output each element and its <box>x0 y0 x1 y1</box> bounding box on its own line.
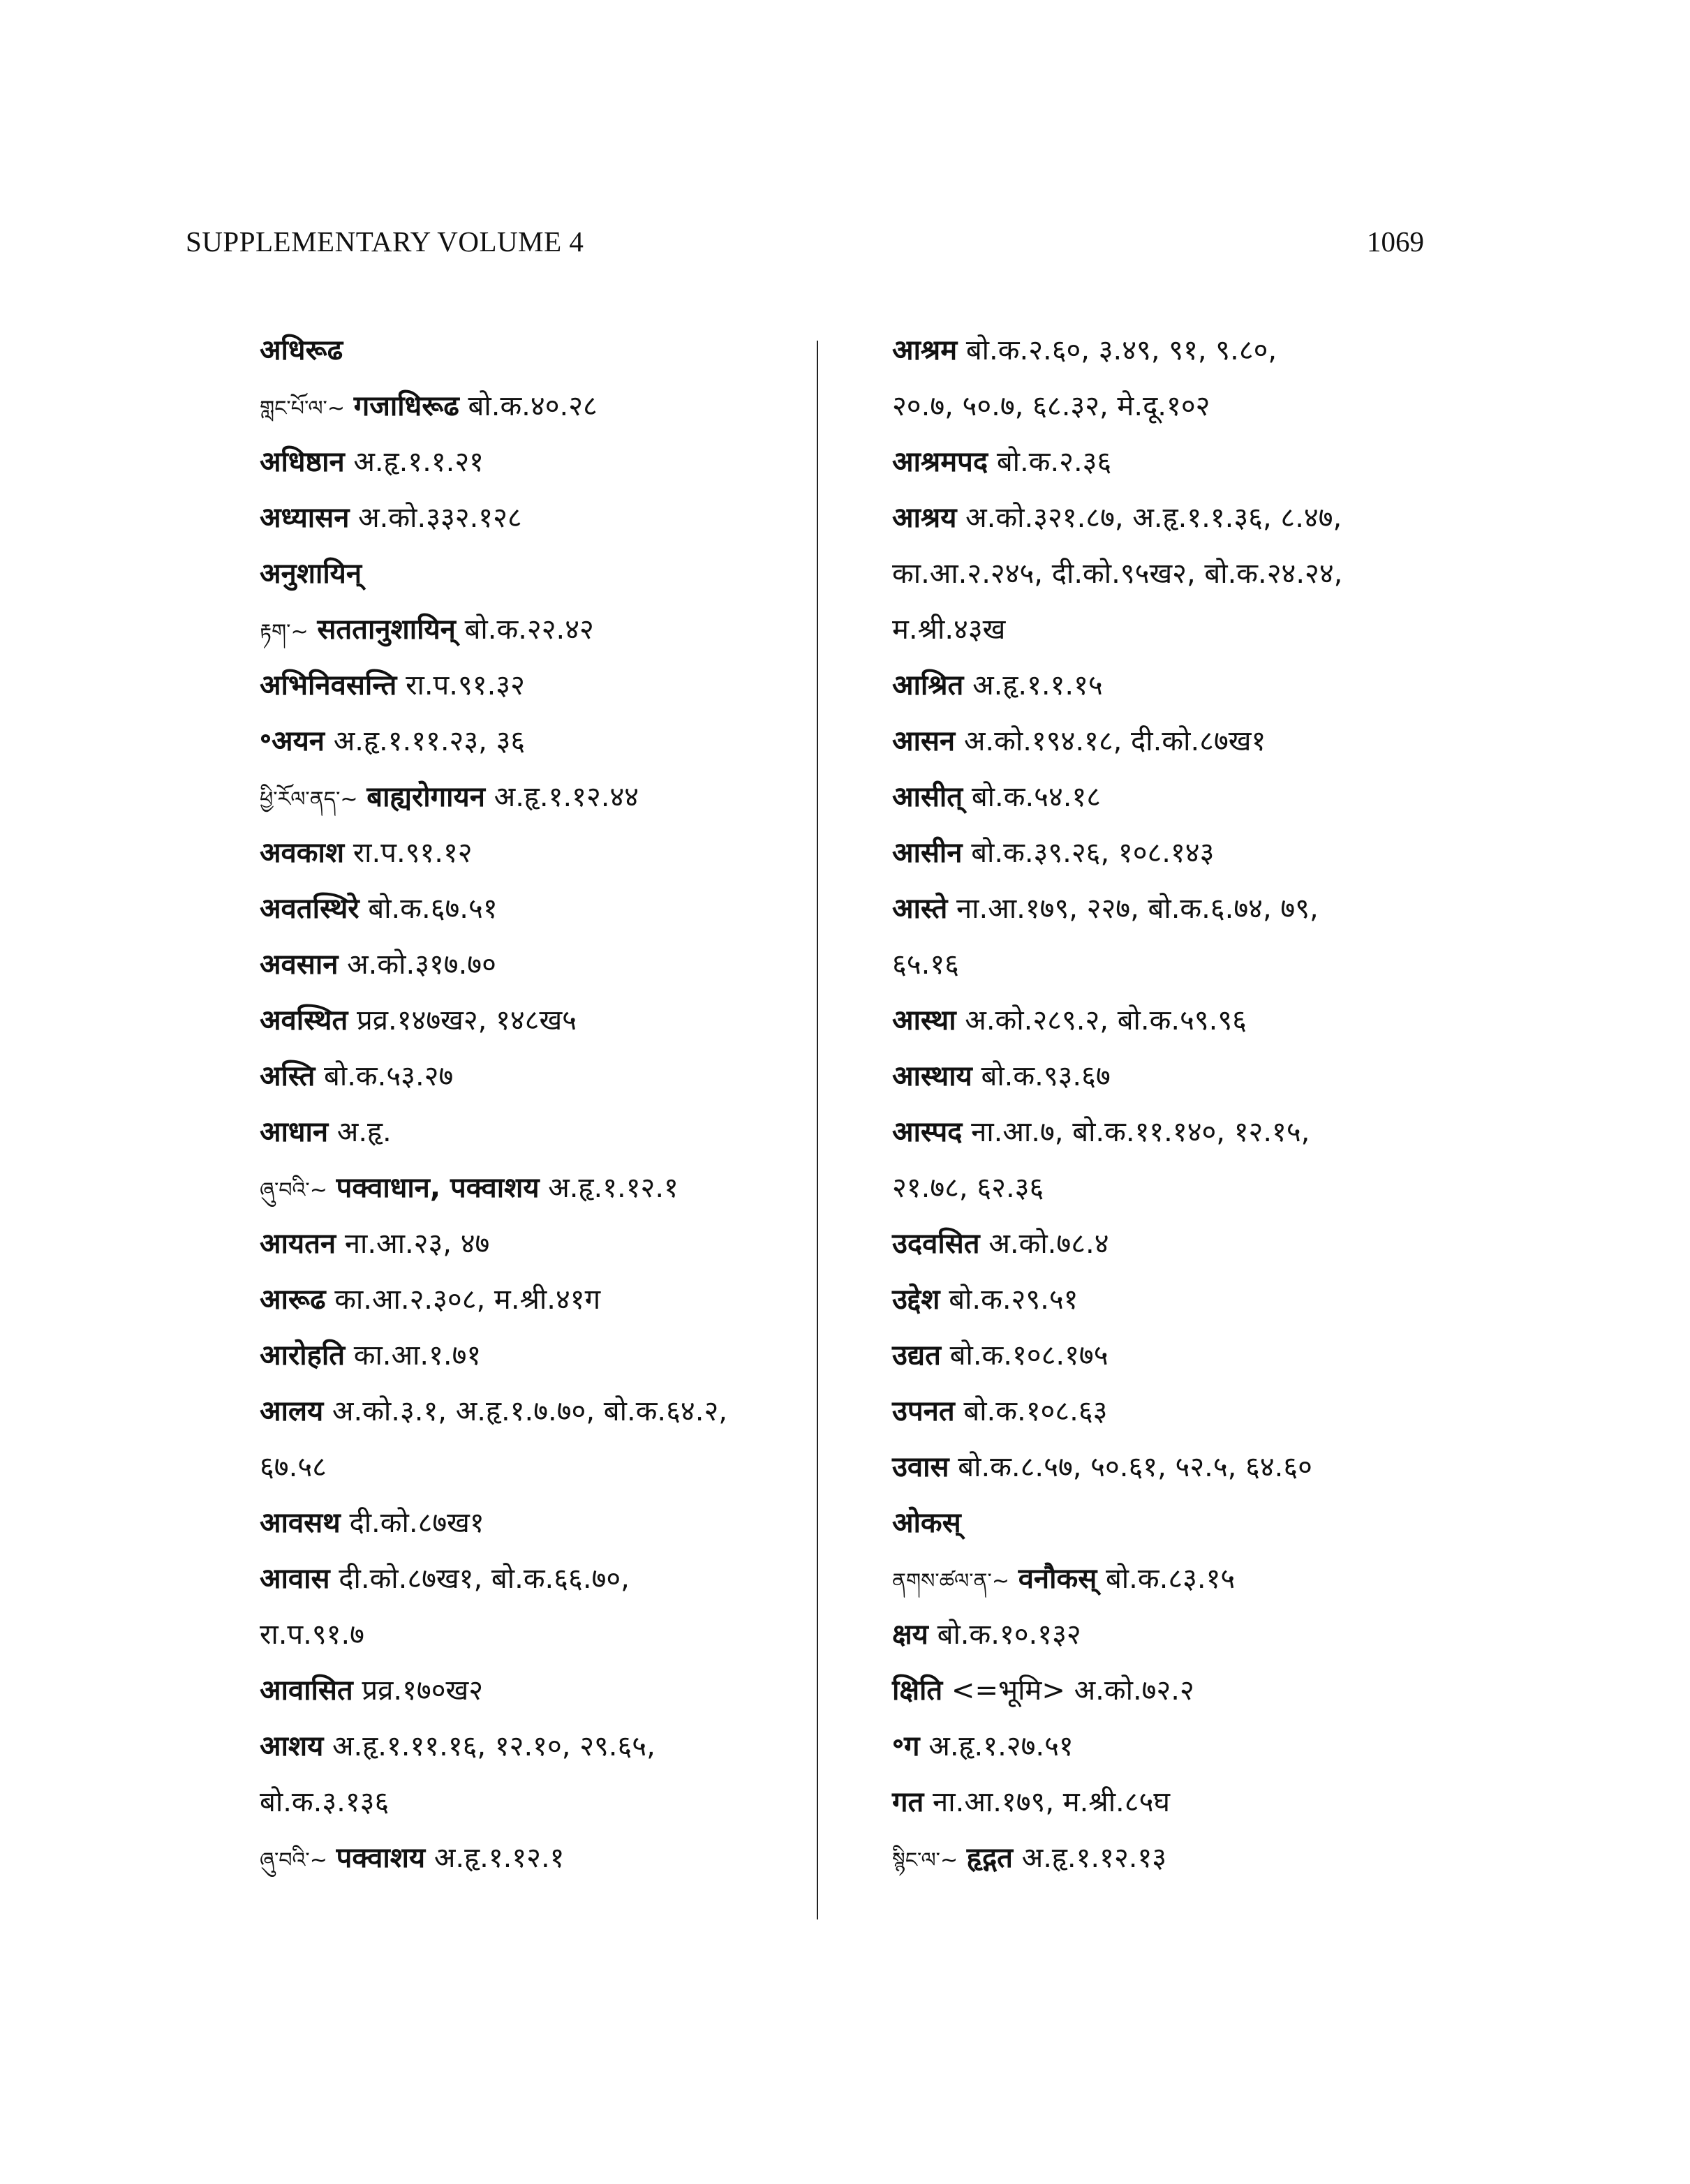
reference: का.आ.२.३०८, म.श्री.४१ग <box>334 1284 601 1316</box>
headword: आसीन <box>892 837 963 869</box>
index-entry <box>892 713 1465 769</box>
reference: बो.क.१०.१३२ <box>937 1619 1081 1651</box>
headword: अवसान <box>260 949 339 981</box>
index-entry <box>892 1439 1465 1495</box>
reference: ना.आ.१७९, म.श्री.८५घ <box>933 1786 1171 1818</box>
headword: आवास <box>260 1563 330 1595</box>
reference: का.आ.२.२४५, दी.को.९५ख२, बो.क.२४.२४, <box>892 558 1343 590</box>
index-entry <box>260 1272 818 1328</box>
index-entry <box>892 658 1465 713</box>
headword: आधान <box>260 1116 329 1148</box>
reference: अ.को.३.१, अ.हृ.१.७.७०, बो.क.६४.२, <box>332 1395 727 1427</box>
index-entry <box>260 1439 818 1495</box>
index-entry <box>260 1495 818 1551</box>
reference: बो.क.२.६०, ३.४९, ९१, ९.८०, <box>965 334 1277 366</box>
index-entry <box>892 1663 1465 1718</box>
reference: अ.हृ.१.१२.१३ <box>1021 1842 1167 1874</box>
reference: का.आ.१.७१ <box>353 1339 482 1372</box>
headword: उद्देश <box>892 1284 940 1316</box>
headword: क्षिति <box>892 1674 943 1707</box>
reference: बो.क.२२.४२ <box>464 614 594 646</box>
reference: २०.७, ५०.७, ६८.३२, मे.दू.१०२ <box>892 390 1210 422</box>
index-entry <box>260 881 818 937</box>
index-entry <box>260 1663 818 1718</box>
headword: बाह्यरोगायन <box>366 781 485 813</box>
headword: गत <box>892 1786 924 1818</box>
reference: अ.को.३३२.१२८ <box>358 502 522 534</box>
index-entry <box>260 1216 818 1272</box>
reference: अ.को.१९४.१८, दी.को.८७ख१ <box>963 725 1266 757</box>
headword: क्षय <box>892 1619 928 1651</box>
index-entry <box>260 825 818 881</box>
page-number: 1069 <box>1367 225 1424 258</box>
tibetan-prefix: སྙིང་ལ་~ <box>892 1848 958 1873</box>
reference: <=भूमि> अ.को.७२.२ <box>951 1674 1194 1707</box>
headword: आश्रित <box>892 669 964 701</box>
tibetan-prefix: རྟག་~ <box>260 620 309 644</box>
reference: बो.क.२९.५१ <box>949 1284 1079 1316</box>
index-entry <box>892 769 1465 825</box>
headword: ॰अयन <box>260 725 325 757</box>
headword: पक्वाशय <box>336 1842 426 1874</box>
headword: आस्थाय <box>892 1060 972 1092</box>
index-entry <box>260 546 818 602</box>
reference: अ.हृ.१.११.१६, १२.१०, २९.६५, <box>332 1730 655 1762</box>
index-entry <box>260 1160 818 1216</box>
index-entry <box>260 1383 818 1439</box>
headword: आश्रमपद <box>892 446 988 478</box>
reference: रा.प.९१.७ <box>260 1619 364 1651</box>
reference: अ.हृ.१.१२.१ <box>548 1172 679 1204</box>
tibetan-prefix: ནགས་ཚལ་ན་~ <box>892 1569 1009 1594</box>
reference: बो.क.३९.२६, १०८.१४३ <box>971 837 1215 869</box>
index-entry <box>892 1495 1465 1551</box>
headword: अभिनिवसन्ति <box>260 669 397 701</box>
headword: आरूढ <box>260 1284 326 1316</box>
index-entry <box>260 1774 818 1830</box>
headword: ओकस् <box>892 1507 961 1539</box>
reference: बो.क.६७.५१ <box>368 893 498 925</box>
reference: अ.हृ.१.१२.१ <box>433 1842 565 1874</box>
headword: वनौकस् <box>1018 1563 1097 1595</box>
reference: म.श्री.४३ख <box>892 614 1006 646</box>
index-entry <box>892 1383 1465 1439</box>
index-entry <box>260 602 818 658</box>
reference: रा.प.९१.१२ <box>353 837 473 869</box>
reference: बो.क.५४.१८ <box>971 781 1102 813</box>
headword: ॰ग <box>892 1730 920 1762</box>
reference: अ.को.३१७.७० <box>347 949 496 981</box>
reference: अ.हृ. <box>336 1116 392 1148</box>
index-entry <box>892 1328 1465 1383</box>
reference: बो.क.९३.६७ <box>981 1060 1111 1092</box>
index-entry <box>260 378 818 434</box>
index-entry <box>892 1830 1465 1886</box>
reference: बो.क.१०८.६३ <box>963 1395 1108 1427</box>
headword: आवासित <box>260 1674 353 1707</box>
reference: दी.को.८७ख१ <box>349 1507 484 1539</box>
index-entry <box>892 1104 1465 1160</box>
index-entry <box>892 602 1465 658</box>
left-column <box>260 322 818 1886</box>
index-entry <box>260 769 818 825</box>
reference: ६५.१६ <box>892 949 959 981</box>
headword: आस्पद <box>892 1116 963 1148</box>
reference: अ.हृ.१.१.२१ <box>353 446 484 478</box>
reference: ६७.५८ <box>260 1451 327 1483</box>
index-entry <box>892 1607 1465 1663</box>
index-entry <box>892 1160 1465 1216</box>
headword: आवसथ <box>260 1507 341 1539</box>
headword: अवकाश <box>260 837 345 869</box>
reference: अ.को.२८९.२, बो.क.५९.९६ <box>965 1004 1247 1037</box>
headword: आयतन <box>260 1228 336 1260</box>
reference: अ.हृ.१.११.२३, ३६ <box>333 725 526 757</box>
index-entry <box>260 937 818 993</box>
tibetan-prefix: ཕྱི་རོལ་ནད་~ <box>260 787 358 812</box>
index-entry <box>892 490 1465 546</box>
index-entry <box>892 1048 1465 1104</box>
reference: रा.प.९१.३२ <box>406 669 525 701</box>
index-entry <box>892 546 1465 602</box>
headword: आश्रम <box>892 334 958 366</box>
headword: आशय <box>260 1730 324 1762</box>
headword: उपनत <box>892 1395 955 1427</box>
headword: अवतस्थिरे <box>260 893 360 925</box>
headword: अनुशायिन् <box>260 558 362 590</box>
index-entry <box>892 993 1465 1048</box>
reference: बो.क.४०.२८ <box>468 390 598 422</box>
reference: अ.हृ.१.२७.५१ <box>928 1730 1074 1762</box>
headword: आस्ते <box>892 893 948 925</box>
index-entry <box>260 1104 818 1160</box>
reference: ना.आ.१७९, २२७, बो.क.६.७४, ७९, <box>956 893 1319 925</box>
index-entry <box>260 1551 818 1607</box>
index-entry <box>892 378 1465 434</box>
reference: ना.आ.७, बो.क.११.१४०, १२.१५, <box>971 1116 1310 1148</box>
reference: २१.७८, ६२.३६ <box>892 1172 1044 1204</box>
headword: अवस्थित <box>260 1004 348 1037</box>
headword: आश्रय <box>892 502 957 534</box>
index-entry <box>892 1272 1465 1328</box>
headword: सततानुशायिन् <box>317 614 456 646</box>
index-entry <box>260 658 818 713</box>
index-entry <box>260 1328 818 1383</box>
reference: बो.क.१०८.१७५ <box>949 1339 1109 1372</box>
reference: प्रव्र.१७०ख२ <box>362 1674 484 1707</box>
index-entry <box>892 881 1465 937</box>
tibetan-prefix: ཞུ་བའི་~ <box>260 1178 327 1203</box>
index-entry <box>260 1048 818 1104</box>
tibetan-prefix: གླང་པོ་ལ་~ <box>260 396 345 421</box>
headword: अधिष्ठान <box>260 446 345 478</box>
index-entry <box>260 1830 818 1886</box>
running-head: SUPPLEMENTARY VOLUME 4 <box>186 225 584 258</box>
index-entry <box>892 1774 1465 1830</box>
index-entry <box>892 825 1465 881</box>
reference: बो.क.८.५७, ५०.६१, ५२.५, ६४.६० <box>958 1451 1312 1483</box>
index-entry <box>892 1718 1465 1774</box>
headword: गजाधिरूढ <box>353 390 459 422</box>
index-entry <box>892 434 1465 490</box>
headword: उवास <box>892 1451 949 1483</box>
headword: पक्वाधान, पक्वाशय <box>336 1172 540 1204</box>
index-entry <box>260 490 818 546</box>
index-entry <box>260 713 818 769</box>
index-entry <box>892 1551 1465 1607</box>
headword: आरोहति <box>260 1339 345 1372</box>
index-entry <box>892 1216 1465 1272</box>
index-entry <box>892 322 1465 378</box>
reference: दी.को.८७ख१, बो.क.६६.७०, <box>339 1563 630 1595</box>
reference: अ.हृ.१.१२.४४ <box>494 781 639 813</box>
right-column <box>892 322 1465 1886</box>
reference: अ.को.३२१.८७, अ.हृ.१.१.३६, ८.४७, <box>965 502 1342 534</box>
reference: बो.क.५३.२७ <box>324 1060 454 1092</box>
index-entry <box>260 1607 818 1663</box>
reference: ना.आ.२३, ४७ <box>344 1228 490 1260</box>
reference: अ.हृ.१.१.१५ <box>972 669 1103 701</box>
headword: अधिरूढ <box>260 334 343 366</box>
tibetan-prefix: ཞུ་བའི་~ <box>260 1848 327 1873</box>
index-entry <box>892 937 1465 993</box>
reference: अ.को.७८.४ <box>988 1228 1109 1260</box>
index-entry <box>260 434 818 490</box>
reference: बो.क.३.१३६ <box>260 1786 390 1818</box>
index-entry <box>260 1718 818 1774</box>
index-entry <box>260 993 818 1048</box>
reference: बो.क.८३.१५ <box>1105 1563 1236 1595</box>
headword: आसन <box>892 725 956 757</box>
headword: आस्था <box>892 1004 956 1037</box>
headword: उदवसित <box>892 1228 980 1260</box>
headword: अस्ति <box>260 1060 316 1092</box>
column-divider <box>817 341 818 1919</box>
reference: बो.क.२.३६ <box>996 446 1112 478</box>
index-entry <box>260 322 818 378</box>
headword: आसीत् <box>892 781 963 813</box>
headword: अध्यासन <box>260 502 350 534</box>
headword: हृद्गत <box>966 1842 1013 1874</box>
headword: उद्यत <box>892 1339 941 1372</box>
reference: प्रव्र.१४७ख२, १४८ख५ <box>357 1004 577 1037</box>
headword: आलय <box>260 1395 324 1427</box>
